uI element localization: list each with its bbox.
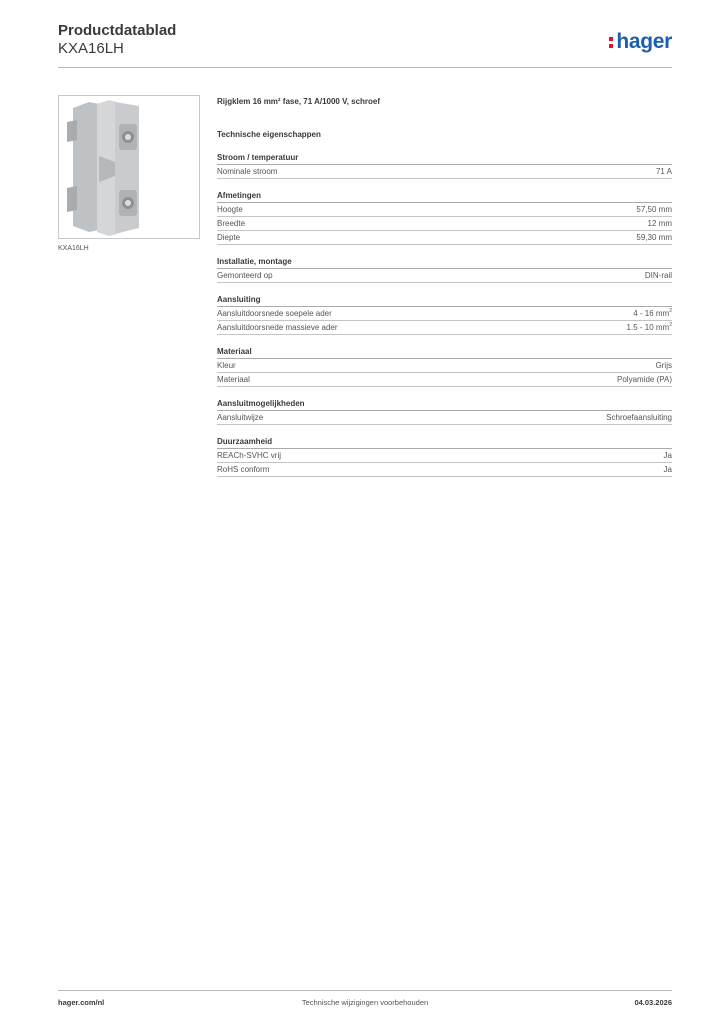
spec-label: Hoogte bbox=[217, 205, 243, 214]
group-title: Aansluiting bbox=[217, 294, 672, 307]
footer-notice: Technische wijzigingen voorbehouden bbox=[301, 998, 429, 1007]
spec-value: 12 mm bbox=[647, 219, 672, 228]
product-description: Rijgklem 16 mm² fase, 71 A/1000 V, schroef bbox=[217, 97, 381, 106]
document-header bbox=[58, 22, 176, 58]
spec-label: Aansluitwijze bbox=[217, 413, 264, 422]
spec-value-with-unit bbox=[627, 321, 672, 334]
spec-row bbox=[217, 449, 672, 463]
spec-label: Aansluitdoorsnede massieve ader bbox=[217, 323, 338, 332]
spec-value: 1.5 - 10 mm bbox=[626, 323, 670, 332]
group-title: Installatie, montage bbox=[217, 256, 672, 269]
spec-row bbox=[217, 217, 672, 231]
group-afmetingen bbox=[217, 190, 672, 245]
spec-label: Gemonteerd op bbox=[217, 271, 273, 280]
spec-value: Polyamide (PA) bbox=[617, 375, 672, 384]
group-title: Materiaal bbox=[217, 346, 672, 359]
terminal-block-illustration bbox=[59, 96, 199, 238]
header-divider bbox=[58, 67, 672, 68]
spec-value: Ja bbox=[663, 451, 672, 460]
group-title: Afmetingen bbox=[217, 190, 672, 203]
spec-value: 59,30 mm bbox=[636, 233, 672, 242]
logo-text: hager bbox=[616, 30, 672, 53]
spec-label: Breedte bbox=[217, 219, 246, 228]
spec-value: Grijs bbox=[655, 361, 672, 370]
group-title: Duurzaamheid bbox=[217, 436, 672, 449]
group-aansluiting bbox=[217, 294, 672, 335]
spec-row bbox=[217, 359, 672, 373]
group-stroom-temperatuur bbox=[217, 152, 672, 179]
spec-value: 71 A bbox=[655, 167, 672, 176]
group-title: Aansluitmogelijkheden bbox=[217, 398, 672, 411]
spec-value: DIN-rail bbox=[644, 271, 672, 280]
superscript-unit: 2 bbox=[669, 308, 672, 314]
spec-label: Materiaal bbox=[217, 375, 250, 384]
spec-value: 4 - 16 mm bbox=[633, 309, 670, 318]
spec-row bbox=[217, 463, 672, 477]
group-installatie-montage bbox=[217, 256, 672, 283]
group-aansluitmogelijkheden bbox=[217, 398, 672, 425]
logo-dots-icon bbox=[609, 35, 614, 49]
footer-date: 04.03.2026 bbox=[634, 998, 672, 1007]
spec-row bbox=[217, 411, 672, 425]
spec-row bbox=[217, 373, 672, 387]
spec-value: Schroefaansluiting bbox=[606, 413, 672, 422]
footer-divider bbox=[58, 990, 672, 991]
spec-label: Aansluitdoorsnede soepele ader bbox=[217, 309, 332, 318]
spec-label: Kleur bbox=[217, 361, 236, 370]
spec-value: Ja bbox=[663, 465, 672, 474]
hager-logo bbox=[609, 30, 672, 54]
spec-row bbox=[217, 269, 672, 283]
image-caption: KXA16LH bbox=[58, 245, 89, 252]
spec-label: Nominale stroom bbox=[217, 167, 278, 176]
group-materiaal bbox=[217, 346, 672, 387]
spec-value-with-unit bbox=[633, 307, 672, 320]
spec-row bbox=[217, 165, 672, 179]
spec-row bbox=[217, 321, 672, 335]
spec-value: 57,50 mm bbox=[636, 205, 672, 214]
product-details bbox=[217, 97, 672, 488]
spec-row bbox=[217, 203, 672, 217]
footer-website-link[interactable]: hager.com/nl bbox=[58, 998, 105, 1007]
group-title: Stroom / temperatuur bbox=[217, 152, 672, 165]
product-image bbox=[58, 95, 200, 239]
spec-row bbox=[217, 231, 672, 245]
spec-label: RoHS conform bbox=[217, 465, 270, 474]
spec-label: REACh-SVHC vrij bbox=[217, 451, 282, 460]
document-title: Productdatablad bbox=[58, 22, 177, 39]
product-code: KXA16LH bbox=[58, 40, 124, 57]
superscript-unit: 2 bbox=[669, 322, 672, 328]
group-duurzaamheid bbox=[217, 436, 672, 477]
properties-heading: Technische eigenschappen bbox=[217, 130, 321, 139]
spec-label: Diepte bbox=[217, 233, 241, 242]
spec-row bbox=[217, 307, 672, 321]
